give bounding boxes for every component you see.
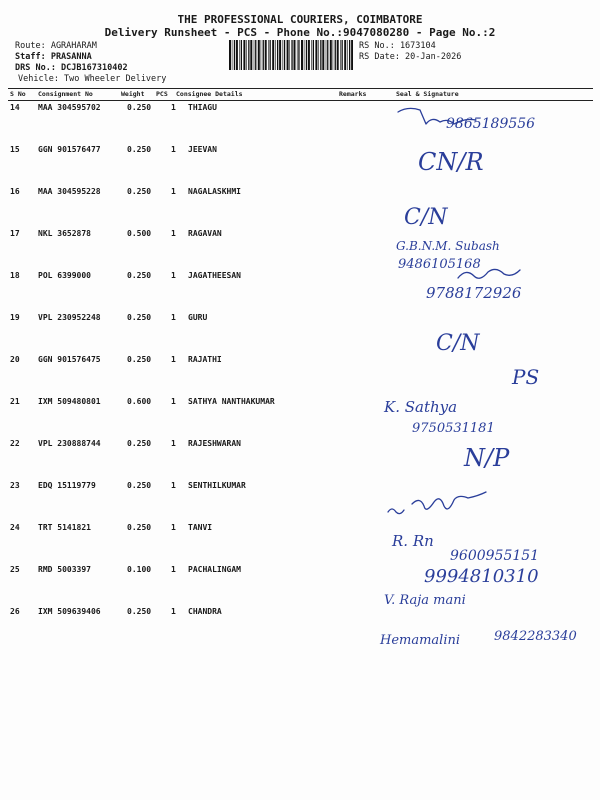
- row-sno: 23: [10, 481, 20, 490]
- signature-text: G.B.N.M. Subash: [396, 239, 500, 253]
- row-consignment: VPL 230888744: [38, 439, 101, 448]
- row-consignee: RAJATHI: [188, 355, 222, 364]
- row-sno: 18: [10, 271, 20, 280]
- row-consignee: NAGALASKHMI: [188, 187, 241, 196]
- col-consignment: Consignment No: [38, 90, 93, 98]
- staff-label: Staff: PRASANNA: [15, 52, 92, 62]
- row-consignment: NKL 3652878: [38, 229, 91, 238]
- row-pcs: 1: [171, 439, 176, 448]
- row-consignee: SENTHILKUMAR: [188, 481, 246, 490]
- signature-text: R. Rn: [392, 532, 434, 550]
- runsheet-title: Delivery Runsheet - PCS - Phone No.:9047080280 - Page No.:2: [104, 26, 496, 39]
- row-pcs: 1: [171, 355, 176, 364]
- row-weight: 0.250: [127, 187, 152, 196]
- row-sno: 16: [10, 187, 20, 196]
- row-weight: 0.250: [127, 355, 152, 364]
- row-pcs: 1: [171, 103, 176, 112]
- signature-text: 9600955151: [450, 548, 540, 564]
- signature-text: CN/R: [418, 148, 484, 176]
- row-sno: 22: [10, 439, 20, 448]
- row-pcs: 1: [171, 565, 176, 574]
- row-pcs: 1: [171, 271, 176, 280]
- row-sno: 26: [10, 607, 20, 616]
- row-pcs: 1: [171, 523, 176, 532]
- row-weight: 0.250: [127, 271, 152, 280]
- col-weight: Weight: [121, 90, 145, 98]
- row-consignee: JAGATHEESAN: [188, 271, 241, 280]
- row-consignment: MAA 304595228: [38, 187, 101, 196]
- row-pcs: 1: [171, 481, 176, 490]
- row-weight: 0.250: [127, 439, 152, 448]
- row-sno: 20: [10, 355, 20, 364]
- row-sno: 17: [10, 229, 20, 238]
- row-sno: 21: [10, 397, 20, 406]
- rs-date-label: RS Date: 20-Jan-2026: [359, 52, 462, 62]
- row-consignee: TANVI: [188, 523, 213, 532]
- row-consignee: CHANDRA: [188, 607, 222, 616]
- signature-text: 9865189556: [446, 116, 536, 132]
- row-weight: 0.500: [127, 229, 152, 238]
- row-weight: 0.250: [127, 313, 152, 322]
- rs-no-label: RS No.: 1673104: [359, 41, 436, 51]
- drs-label: DRS No.: DCJB167310402: [15, 63, 128, 73]
- col-remarks: Remarks: [339, 90, 367, 98]
- row-consignment: IXM 509639406: [38, 607, 101, 616]
- row-sno: 25: [10, 565, 20, 574]
- row-sno: 24: [10, 523, 20, 532]
- signature-scribble: [388, 492, 486, 514]
- company-title: THE PROFESSIONAL COURIERS, COIMBATORE: [177, 13, 423, 26]
- signature-text: K. Sathya: [384, 398, 458, 416]
- row-consignee: JEEVAN: [188, 145, 217, 154]
- signature-text: V. Raja mani: [384, 593, 466, 608]
- row-consignee: GURU: [188, 313, 208, 322]
- row-pcs: 1: [171, 187, 176, 196]
- col-consignee: Consignee Details: [176, 90, 243, 98]
- row-consignment: GGN 901576477: [38, 145, 101, 154]
- row-consignee: RAJESHWARAN: [188, 439, 241, 448]
- signature-text: 9994810310: [424, 566, 539, 587]
- row-pcs: 1: [171, 397, 176, 406]
- row-consignee: PACHALINGAM: [188, 565, 241, 574]
- col-signature: Seal & Signature: [396, 90, 459, 98]
- row-consignee: RAGAVAN: [188, 229, 222, 238]
- col-pcs: PCS: [156, 90, 168, 98]
- signature-text: 9486105168: [398, 257, 481, 272]
- row-weight: 0.250: [127, 481, 152, 490]
- signature-text: C/N: [404, 205, 448, 230]
- row-sno: 15: [10, 145, 20, 154]
- row-consignment: GGN 901576475: [38, 355, 101, 364]
- row-consignment: RMD 5003397: [38, 565, 91, 574]
- row-consignment: IXM 509480801: [38, 397, 101, 406]
- row-consignment: MAA 304595702: [38, 103, 101, 112]
- row-consignment: EDQ 15119779: [38, 481, 96, 490]
- col-sno: S No: [10, 90, 26, 98]
- row-weight: 0.250: [127, 523, 152, 532]
- row-weight: 0.600: [127, 397, 152, 406]
- signature-text: 9750531181: [412, 421, 495, 436]
- row-sno: 19: [10, 313, 20, 322]
- vehicle-label: Vehicle: Two Wheeler Delivery: [18, 74, 167, 84]
- signature-text: C/N: [436, 331, 480, 356]
- row-weight: 0.250: [127, 607, 152, 616]
- signature-text: 9788172926: [426, 284, 522, 302]
- signature-text: N/P: [464, 444, 510, 472]
- row-pcs: 1: [171, 607, 176, 616]
- row-weight: 0.100: [127, 565, 152, 574]
- signature-text: 9842283340: [494, 629, 577, 644]
- row-pcs: 1: [171, 313, 176, 322]
- row-pcs: 1: [171, 145, 176, 154]
- row-sno: 14: [10, 103, 20, 112]
- row-weight: 0.250: [127, 145, 152, 154]
- row-consignment: POL 6399000: [38, 271, 91, 280]
- signature-text: PS: [512, 365, 540, 389]
- row-consignee: SATHYA NANTHAKUMAR: [188, 397, 275, 406]
- row-pcs: 1: [171, 229, 176, 238]
- signature-text: Hemamalini: [380, 633, 461, 648]
- row-consignment: VPL 230952248: [38, 313, 101, 322]
- route-label: Route: AGRAHARAM: [15, 41, 97, 51]
- row-consignment: TRT 5141821: [38, 523, 91, 532]
- row-weight: 0.250: [127, 103, 152, 112]
- row-consignee: THIAGU: [188, 103, 217, 112]
